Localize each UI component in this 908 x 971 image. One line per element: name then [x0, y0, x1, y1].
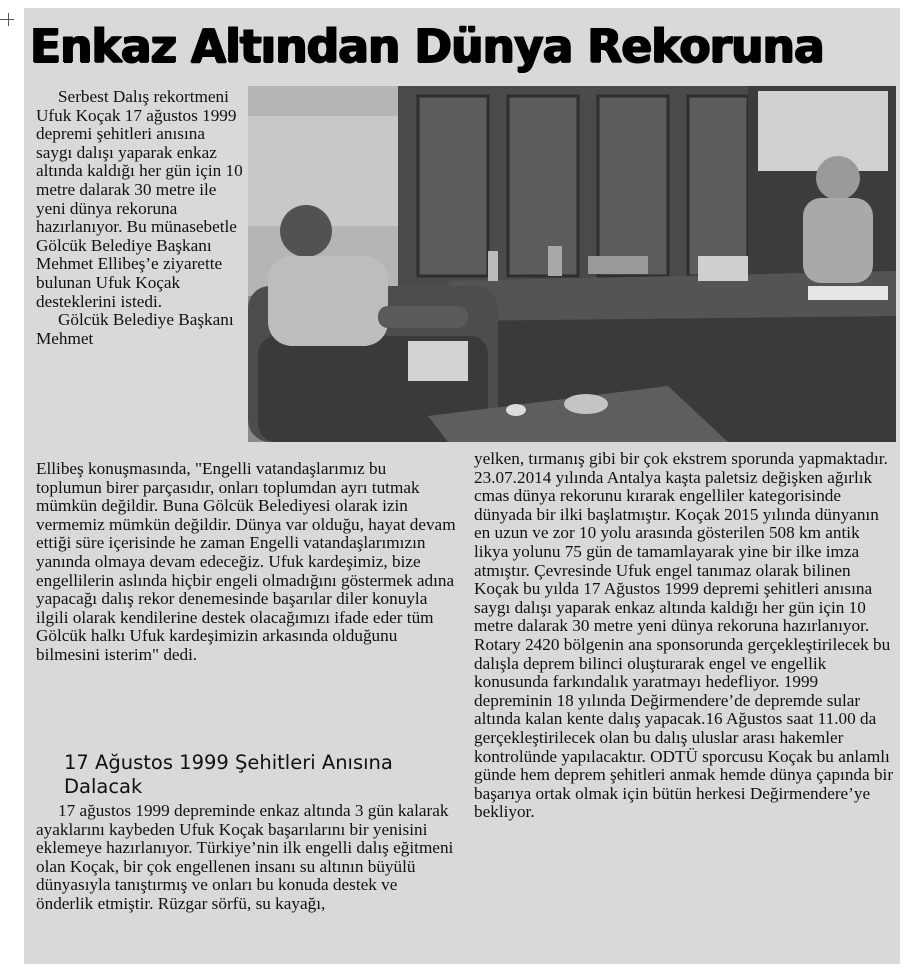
news-photo	[248, 86, 896, 442]
crop-mark	[0, 19, 14, 20]
left-column	[36, 460, 456, 665]
subheading: 17 Ağustos 1999 Şehitleri Anısına Dalacak	[64, 751, 393, 798]
bottom-left-column	[36, 802, 456, 914]
record-paragraph: yelken, tırmanış gibi bir çok ekstrem sporunda yapmaktadır. 23.07.2014 yılında Antalya kaşta paletsiz değişken ağırlık cmas dünya rekorunu kırarak engelliler kategorisinde dünyada bir ilki başlatmıştır. Koçak 2015 yılında dünyanın en uzun ve zor 10 yolu arasında gösterilen 508 km antik likya yolunu 75 gün de tamamlayarak yine bir ilke imza atmıştır. Çevresinde Ufuk engel tanımaz olarak bilinen Koçak bu yılda 17 Ağustos 1999 depremi şehitleri anısına saygı dalışı yaparak enkaz altında kaldığı her gün için 10 metre dalarak 30 metre yeni dünya rekoruna hazırlanıyor. Rotary 2420 bölgenin ana sponsorunda gerçekleştirilecek bu dalışla deprem bilinci oluşturarak engel ve engellik konusunda farkındalık yaratmayı hedefliyor. 1999 depreminin 18 yılında Değirmendere’de depremde sular altında kalan kente dalış yapacak.16 Ağustos saat 11.00 da gerçekleştirilecek olan bu dalış uluslar arası hakemler kontrolünde yapılacaktır. ODTÜ sporcusu Koçak bu anlamlı günde hem deprem şehitleri anmak hemde dünya çapında bir başarıya ortak olmak için bütün herkesi Değirmendere’ye bekliyor.	[474, 449, 894, 822]
intro-paragraph-1: Serbest Dalış rekortmeni Ufuk Koçak 17 ağustos 1999 depremi şehitleri anısına saygı dalışı yaparak enkaz altında kaldığı her gün için 10 metre dalarak 30 metre ile yeni dünya rekoruna hazırlanıyor. Bu münasebetle Gölcük Belediye Başkanı Mehmet Ellibeş’e ziyarette bulunan Ufuk Koçak desteklerini istedi.	[36, 87, 243, 311]
quote-paragraph: Ellibeş konuşmasında, "Engelli vatandaşlarımız bu toplumun birer parçasıdır, onları toplumdan ayrı tutmak mümkün değildir. Buna Gölcük Belediyesi olarak izin vermemiz mümkün değildir. Dünya var olduğu, hayat devam ettiği süre içerisinde he zaman Engelli vatandaşlarımızın yanında olmaya devam edeceğiz. Ufuk kardeşimiz, bize engellilerin aslında hiçbir engeli olmadığını göstermek adına yapacağı dalış rekor denemesinde başarılar diler konuyla ilgili olarak kendilerine destek olacağımızı ifade eder tüm Gölcük halkı Ufuk kardeşimizin arkasında olduğunu bilmesini isterim" dedi.	[36, 459, 456, 664]
intro-paragraphs	[36, 88, 244, 348]
right-column	[474, 450, 894, 822]
crop-mark-vertical	[8, 13, 9, 26]
biography-paragraph: 17 ağustos 1999 depreminde enkaz altında 3 gün kalarak ayaklarını kaybeden Ufuk Koçak başarılarını bir yenisini eklemeye hazırlanıyor. Türkiye’nin ilk engelli dalış eğitmeni olan Koçak, bir çok engellenen insanı su altının büyülü dünyasıyla tanıştırmış ve onları bu konuda destek ve önderlik etmiştir. Rüzgar sörfü, su kayağı,	[36, 801, 454, 913]
office-meeting-photo	[248, 86, 896, 442]
intro-paragraph-2: Gölcük Belediye Başkanı Mehmet	[36, 310, 234, 348]
headline: Enkaz Altından Dünya Rekoruna	[30, 19, 824, 73]
